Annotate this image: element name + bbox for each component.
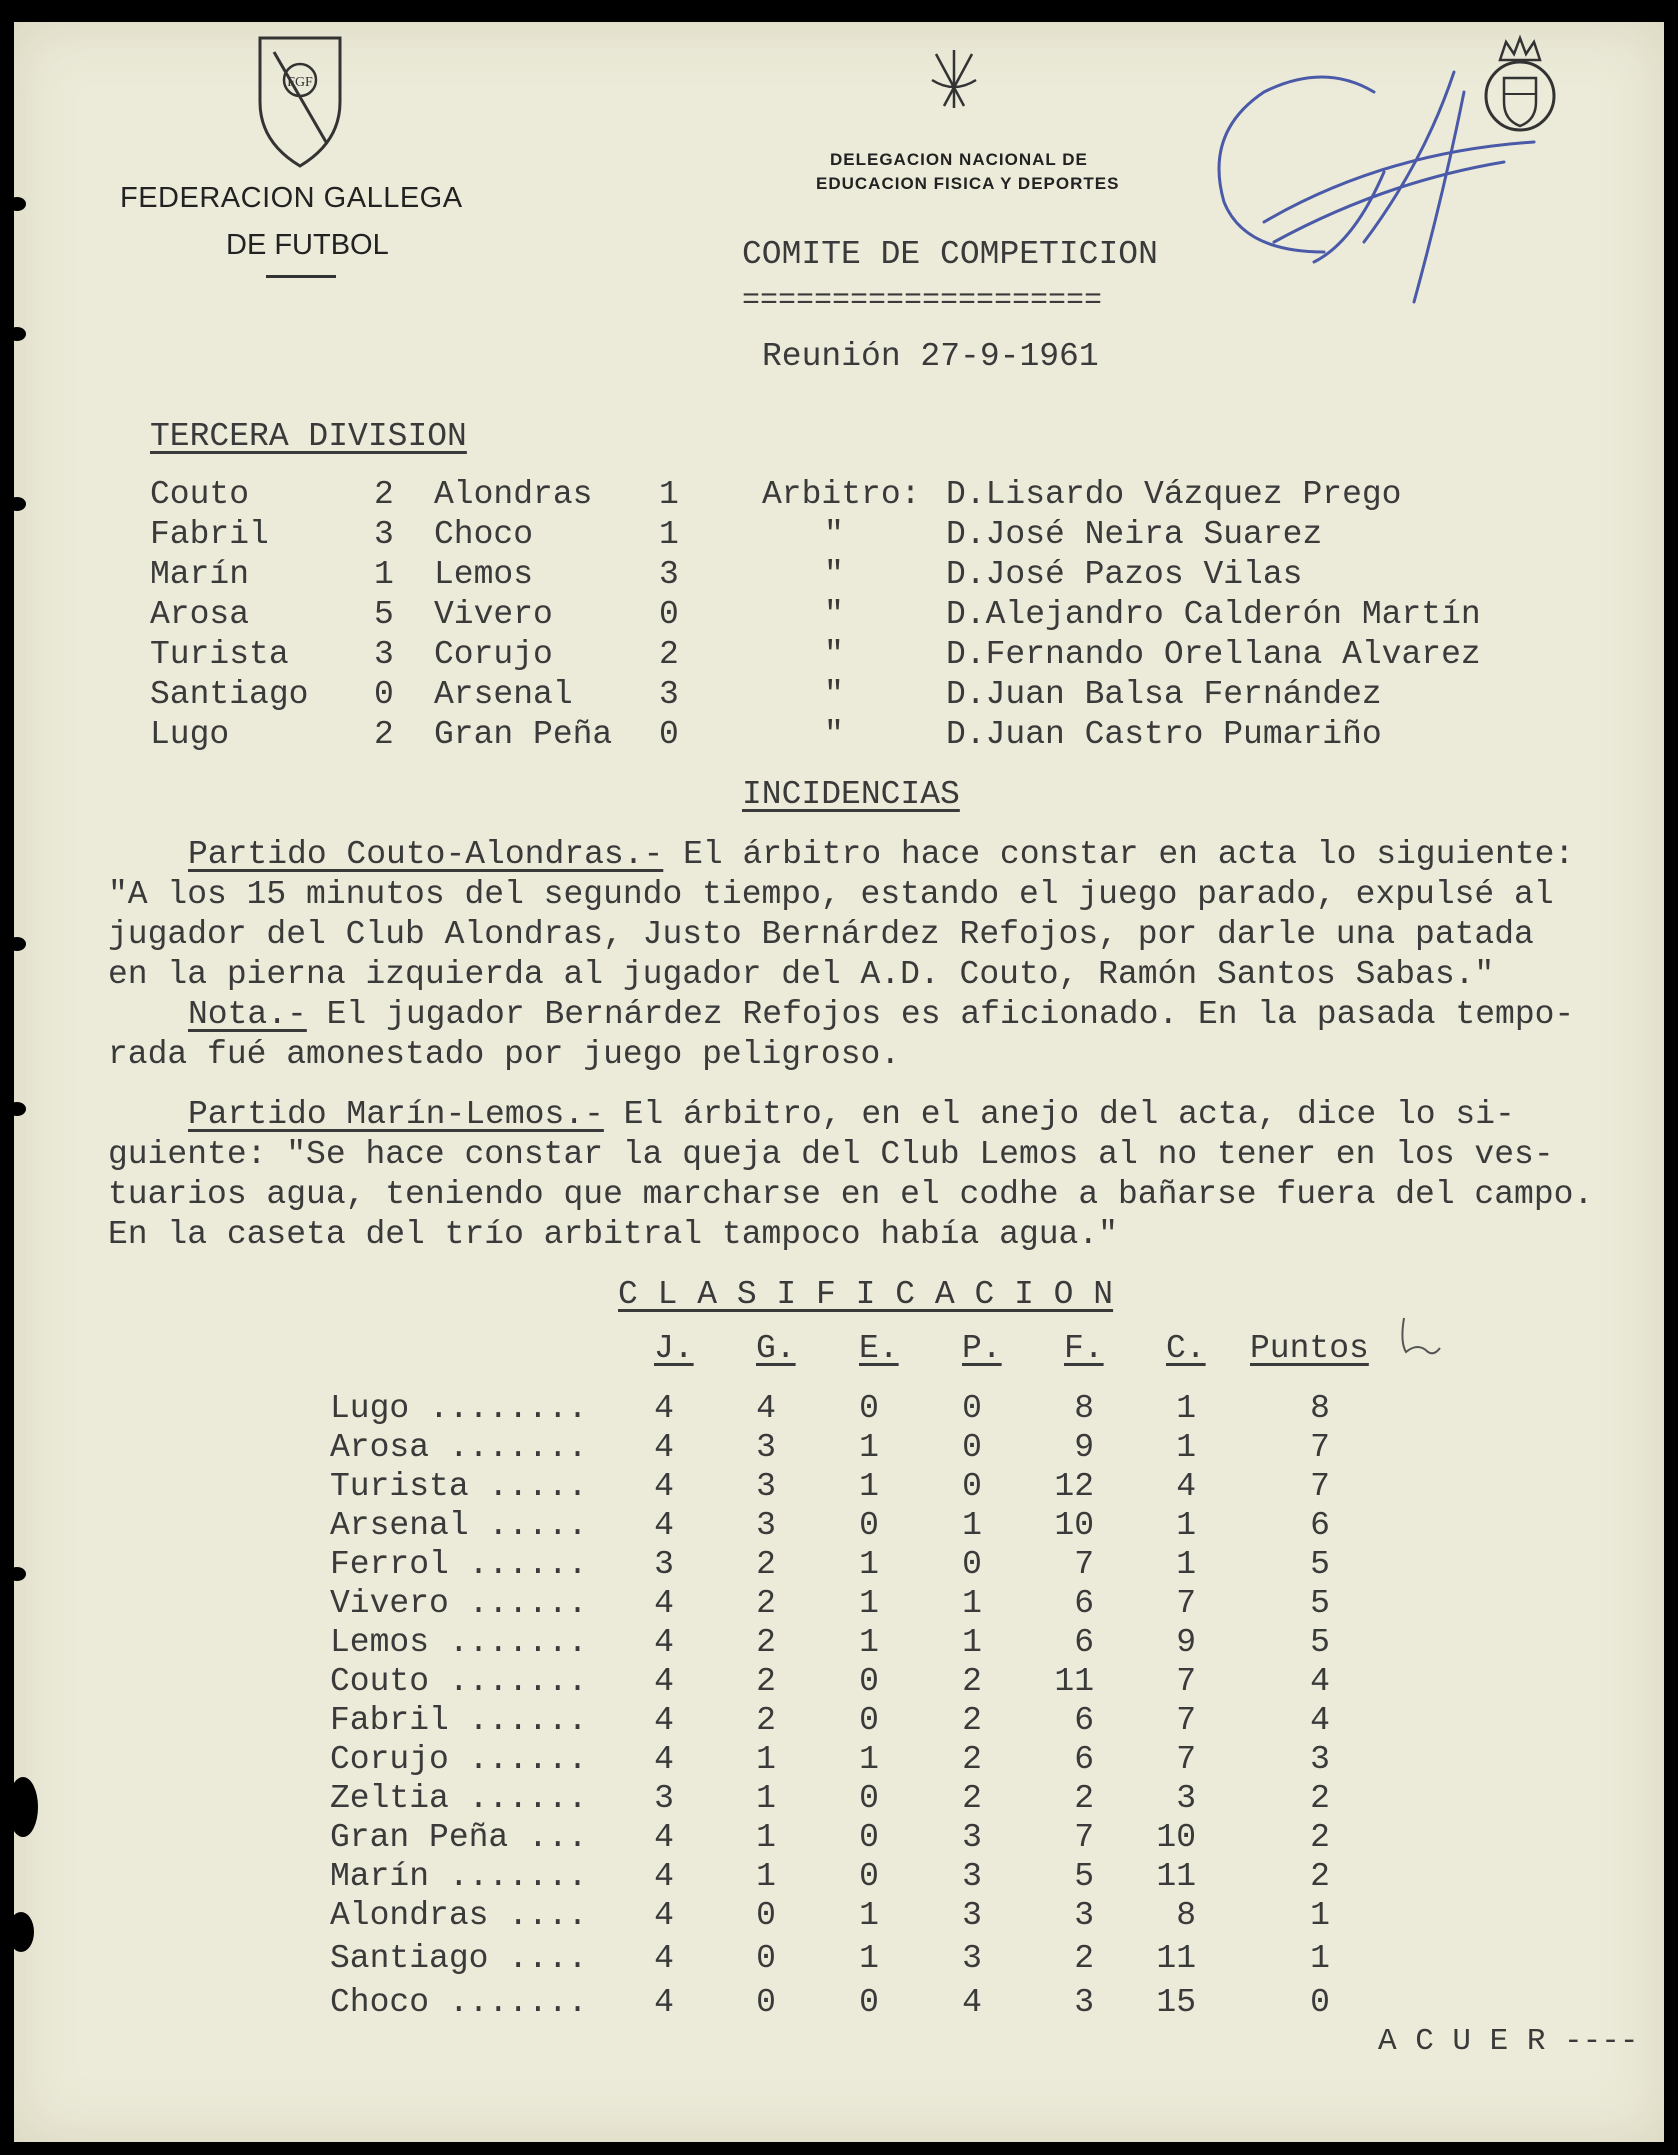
drawn: 1 — [859, 1585, 879, 1622]
incident-line — [188, 1096, 1515, 1133]
goals-for: 7 — [1074, 1546, 1094, 1583]
points: 2 — [1310, 1780, 1330, 1817]
won: 3 — [756, 1468, 776, 1505]
incident-line: tuarios agua, teniendo que marcharse en el codhe a bañarse fuera del campo. — [108, 1176, 1594, 1213]
note-text: El jugador Bernárdez Refojos es aficionado. En la pasada tempo- — [306, 996, 1575, 1033]
won: 3 — [756, 1507, 776, 1544]
points: 7 — [1310, 1429, 1330, 1466]
points: 5 — [1310, 1546, 1330, 1583]
col-header-for: F. — [1064, 1330, 1104, 1367]
standings-title: C L A S I F I C A C I O N — [618, 1276, 1114, 1313]
goals-against: 11 — [1156, 1940, 1196, 1977]
col-header-lost: P. — [962, 1330, 1002, 1367]
points: 6 — [1310, 1507, 1330, 1544]
referee-prefix: Arbitro: — [762, 476, 921, 513]
goals-against: 7 — [1176, 1741, 1196, 1778]
team-name: Lemos ....... — [330, 1624, 588, 1661]
drawn: 0 — [859, 1663, 879, 1700]
federation-name-line1: FEDERACION GALLEGA — [120, 182, 463, 214]
team-name: Lugo ........ — [330, 1390, 588, 1427]
continuation-mark: A C U E R ---- — [1378, 2024, 1639, 2059]
delegation-line1: DELEGACION NACIONAL DE — [830, 150, 1088, 169]
away-team: Corujo — [434, 636, 553, 673]
punch-hole — [8, 1102, 26, 1116]
goals-for: 10 — [1054, 1507, 1094, 1544]
federation-shield-icon — [254, 32, 346, 172]
team-name: Gran Peña ... — [330, 1819, 588, 1856]
incident-line — [188, 836, 1574, 873]
drawn: 1 — [859, 1468, 879, 1505]
incident-line: jugador del Club Alondras, Justo Bernárdez Refojos, por darle una patada — [108, 916, 1534, 953]
goals-for: 6 — [1074, 1702, 1094, 1739]
goals-against: 7 — [1176, 1585, 1196, 1622]
lost: 1 — [962, 1585, 982, 1622]
col-header-against: C. — [1166, 1330, 1206, 1367]
referee-prefix: " — [824, 636, 844, 673]
committee-title: COMITE DE COMPETICION — [742, 236, 1158, 273]
away-team: Arsenal — [434, 676, 573, 713]
home-score: 0 — [374, 676, 394, 713]
drawn: 1 — [859, 1429, 879, 1466]
lost: 2 — [962, 1702, 982, 1739]
incident-line: "A los 15 minutos del segundo tiempo, estando el juego parado, expulsé al — [108, 876, 1554, 913]
played: 4 — [654, 1663, 674, 1700]
referee-prefix: " — [824, 676, 844, 713]
lost: 0 — [962, 1390, 982, 1427]
yoke-arrows-icon — [926, 46, 982, 112]
goals-for: 7 — [1074, 1819, 1094, 1856]
played: 4 — [654, 1585, 674, 1622]
home-team: Turista — [150, 636, 289, 673]
drawn: 0 — [859, 1858, 879, 1895]
punch-hole — [8, 197, 26, 211]
goals-for: 8 — [1074, 1390, 1094, 1427]
team-name: Turista ..... — [330, 1468, 588, 1505]
punch-hole — [8, 937, 26, 951]
won: 4 — [756, 1390, 776, 1427]
team-name: Alondras .... — [330, 1897, 588, 1934]
home-score: 2 — [374, 716, 394, 753]
home-score: 3 — [374, 636, 394, 673]
points: 4 — [1310, 1702, 1330, 1739]
drawn: 1 — [859, 1546, 879, 1583]
home-team: Lugo — [150, 716, 230, 753]
team-name: Couto ....... — [330, 1663, 588, 1700]
played: 4 — [654, 1741, 674, 1778]
meeting-date: Reunión 27-9-1961 — [762, 338, 1099, 375]
incidents-title: INCIDENCIAS — [742, 776, 960, 813]
goals-against: 4 — [1176, 1468, 1196, 1505]
team-name: Marín ....... — [330, 1858, 588, 1895]
drawn: 1 — [859, 1741, 879, 1778]
goals-for: 3 — [1074, 1984, 1094, 2021]
incident-text: El árbitro, en el anejo del acta, dice lo si- — [603, 1096, 1515, 1133]
lost: 2 — [962, 1780, 982, 1817]
lost: 1 — [962, 1624, 982, 1661]
team-name: Ferrol ...... — [330, 1546, 588, 1583]
away-team: Choco — [434, 516, 534, 553]
away-score: 3 — [659, 676, 679, 713]
torn-edge — [8, 1912, 34, 1952]
points: 1 — [1310, 1897, 1330, 1934]
goals-against: 9 — [1176, 1624, 1196, 1661]
incident-line — [188, 996, 1574, 1033]
played: 4 — [654, 1702, 674, 1739]
won: 2 — [756, 1702, 776, 1739]
home-score: 5 — [374, 596, 394, 633]
goals-for: 5 — [1074, 1858, 1094, 1895]
played: 4 — [654, 1858, 674, 1895]
team-name: Arsenal ..... — [330, 1507, 588, 1544]
referee-name: D.Alejandro Calderón Martín — [946, 596, 1481, 633]
played: 4 — [654, 1940, 674, 1977]
col-header-won: G. — [756, 1330, 796, 1367]
won: 1 — [756, 1780, 776, 1817]
home-score: 3 — [374, 516, 394, 553]
goals-against: 3 — [1176, 1780, 1196, 1817]
goals-for: 6 — [1074, 1585, 1094, 1622]
away-team: Lemos — [434, 556, 534, 593]
away-score: 2 — [659, 636, 679, 673]
col-header-points: Puntos — [1250, 1330, 1369, 1367]
goals-for: 12 — [1054, 1468, 1094, 1505]
lost: 3 — [962, 1858, 982, 1895]
played: 4 — [654, 1507, 674, 1544]
points: 5 — [1310, 1624, 1330, 1661]
team-name: Corujo ...... — [330, 1741, 588, 1778]
away-team: Vivero — [434, 596, 553, 633]
drawn: 1 — [859, 1624, 879, 1661]
goals-for: 9 — [1074, 1429, 1094, 1466]
goals-against: 7 — [1176, 1702, 1196, 1739]
pencil-signature — [1204, 52, 1544, 317]
won: 3 — [756, 1429, 776, 1466]
goals-for: 2 — [1074, 1940, 1094, 1977]
goals-against: 1 — [1176, 1390, 1196, 1427]
points: 8 — [1310, 1390, 1330, 1427]
won: 2 — [756, 1663, 776, 1700]
goals-against: 15 — [1156, 1984, 1196, 2021]
team-name: Zeltia ...... — [330, 1780, 588, 1817]
drawn: 1 — [859, 1897, 879, 1934]
won: 0 — [756, 1940, 776, 1977]
incident-line: en la pierna izquierda al jugador del A.D. Couto, Ramón Santos Sabas." — [108, 956, 1495, 993]
referee-name: D.Lisardo Vázquez Prego — [946, 476, 1402, 513]
referee-name: D.Juan Balsa Fernández — [946, 676, 1382, 713]
drawn: 0 — [859, 1507, 879, 1544]
drawn: 0 — [859, 1390, 879, 1427]
won: 2 — [756, 1585, 776, 1622]
points: 1 — [1310, 1940, 1330, 1977]
points: 3 — [1310, 1741, 1330, 1778]
incident-heading: Partido Marín-Lemos.- — [188, 1096, 604, 1133]
drawn: 0 — [859, 1780, 879, 1817]
drawn: 0 — [859, 1702, 879, 1739]
goals-for: 6 — [1074, 1624, 1094, 1661]
incident-line: guiente: "Se hace constar la queja del Club Lemos al no tener en los ves- — [108, 1136, 1554, 1173]
played: 4 — [654, 1468, 674, 1505]
lost: 4 — [962, 1984, 982, 2021]
won: 1 — [756, 1741, 776, 1778]
goals-against: 7 — [1176, 1663, 1196, 1700]
played: 4 — [654, 1390, 674, 1427]
away-team: Gran Peña — [434, 716, 613, 753]
referee-name: D.José Pazos Vilas — [946, 556, 1303, 593]
incident-text: El árbitro hace constar en acta lo siguiente: — [663, 836, 1575, 873]
points: 5 — [1310, 1585, 1330, 1622]
punch-hole — [8, 1567, 26, 1581]
punch-hole — [8, 327, 26, 341]
lost: 0 — [962, 1546, 982, 1583]
lost: 3 — [962, 1897, 982, 1934]
points: 2 — [1310, 1819, 1330, 1856]
team-name: Fabril ...... — [330, 1702, 588, 1739]
played: 4 — [654, 1897, 674, 1934]
incident-line: rada fué amonestado por juego peligroso. — [108, 1036, 901, 1073]
away-team: Alondras — [434, 476, 593, 513]
document-page — [14, 22, 1664, 2142]
home-score: 1 — [374, 556, 394, 593]
goals-against: 11 — [1156, 1858, 1196, 1895]
home-team: Santiago — [150, 676, 309, 713]
goals-for: 3 — [1074, 1897, 1094, 1934]
svg-text:FGF: FGF — [287, 75, 313, 90]
home-score: 2 — [374, 476, 394, 513]
won: 2 — [756, 1624, 776, 1661]
team-name: Arosa ....... — [330, 1429, 588, 1466]
home-team: Fabril — [150, 516, 269, 553]
home-team: Couto — [150, 476, 250, 513]
torn-edge — [8, 1777, 38, 1837]
goals-for: 2 — [1074, 1780, 1094, 1817]
home-team: Arosa — [150, 596, 250, 633]
division-title: TERCERA DIVISION — [150, 418, 467, 455]
played: 4 — [654, 1819, 674, 1856]
lost: 3 — [962, 1819, 982, 1856]
referee-prefix: " — [824, 716, 844, 753]
away-score: 1 — [659, 476, 679, 513]
col-header-drawn: E. — [859, 1330, 899, 1367]
referee-name: D.José Neira Suarez — [946, 516, 1323, 553]
incident-line: En la caseta del trío arbitral tampoco había agua." — [108, 1216, 1118, 1253]
note-heading: Nota.- — [188, 996, 307, 1033]
won: 1 — [756, 1858, 776, 1895]
federation-name-line2: DE FUTBOL — [226, 229, 389, 261]
won: 2 — [756, 1546, 776, 1583]
won: 0 — [756, 1984, 776, 2021]
referee-name: D.Fernando Orellana Alvarez — [946, 636, 1481, 673]
goals-against: 1 — [1176, 1507, 1196, 1544]
goals-against: 1 — [1176, 1429, 1196, 1466]
punch-hole — [8, 497, 26, 511]
drawn: 0 — [859, 1984, 879, 2021]
referee-prefix: " — [824, 596, 844, 633]
played: 3 — [654, 1546, 674, 1583]
away-score: 0 — [659, 716, 679, 753]
home-team: Marín — [150, 556, 250, 593]
points: 2 — [1310, 1858, 1330, 1895]
played: 3 — [654, 1780, 674, 1817]
pencil-mark — [1394, 1312, 1454, 1367]
points: 4 — [1310, 1663, 1330, 1700]
incident-heading: Partido Couto-Alondras.- — [188, 836, 664, 873]
goals-against: 1 — [1176, 1546, 1196, 1583]
goals-against: 8 — [1176, 1897, 1196, 1934]
delegation-line2: EDUCACION FISICA Y DEPORTES — [816, 174, 1120, 193]
played: 4 — [654, 1984, 674, 2021]
goals-for: 6 — [1074, 1741, 1094, 1778]
team-name: Choco ....... — [330, 1984, 588, 2021]
referee-prefix: " — [824, 556, 844, 593]
away-score: 0 — [659, 596, 679, 633]
lost: 0 — [962, 1468, 982, 1505]
goals-against: 10 — [1156, 1819, 1196, 1856]
played: 4 — [654, 1429, 674, 1466]
drawn: 0 — [859, 1819, 879, 1856]
played: 4 — [654, 1624, 674, 1661]
referee-prefix: " — [824, 516, 844, 553]
won: 1 — [756, 1819, 776, 1856]
points: 7 — [1310, 1468, 1330, 1505]
divider — [266, 275, 336, 278]
team-name: Santiago .... — [330, 1940, 588, 1977]
col-header-played: J. — [654, 1330, 694, 1367]
goals-for: 11 — [1054, 1663, 1094, 1700]
away-score: 3 — [659, 556, 679, 593]
lost: 2 — [962, 1663, 982, 1700]
committee-title-rule: ==================== — [742, 284, 1103, 318]
drawn: 1 — [859, 1940, 879, 1977]
team-name: Vivero ...... — [330, 1585, 588, 1622]
points: 0 — [1310, 1984, 1330, 2021]
lost: 0 — [962, 1429, 982, 1466]
won: 0 — [756, 1897, 776, 1934]
lost: 1 — [962, 1507, 982, 1544]
away-score: 1 — [659, 516, 679, 553]
lost: 2 — [962, 1741, 982, 1778]
referee-name: D.Juan Castro Pumariño — [946, 716, 1382, 753]
lost: 3 — [962, 1940, 982, 1977]
